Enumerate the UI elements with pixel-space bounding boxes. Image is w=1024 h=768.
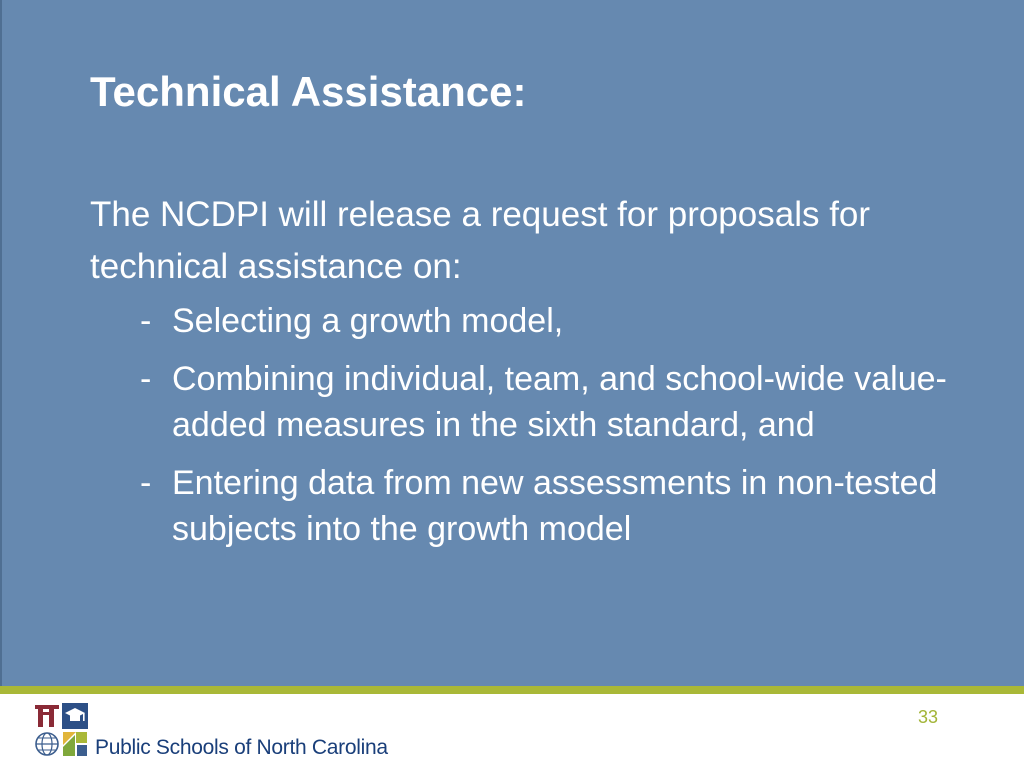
bullet-text: Selecting a growth model, (172, 302, 564, 340)
bullet-list (90, 298, 990, 564)
accent-bar (0, 686, 1024, 694)
bullet-text: Entering data from new assessments in non-tested subjects into the growth model (172, 464, 938, 548)
list-item (90, 460, 990, 552)
slide-title: Technical Assistance: (90, 68, 527, 115)
list-item (90, 356, 990, 448)
bullet-text: Combining individual, team, and school-wide value-added measures in the sixth standard, and (172, 360, 947, 444)
bullet-dash: - (140, 302, 152, 340)
list-item (90, 298, 990, 344)
bullet-dash: - (140, 360, 152, 398)
page-number: 33 (917, 707, 939, 727)
nc-public-schools-logo-icon (34, 703, 90, 761)
footer-logo (34, 703, 414, 763)
org-name: Public Schools of North Carolina (95, 736, 388, 759)
intro-text: The NCDPI will release a request for proposals for technical assistance on: (90, 195, 871, 286)
bullet-dash: - (140, 464, 152, 502)
